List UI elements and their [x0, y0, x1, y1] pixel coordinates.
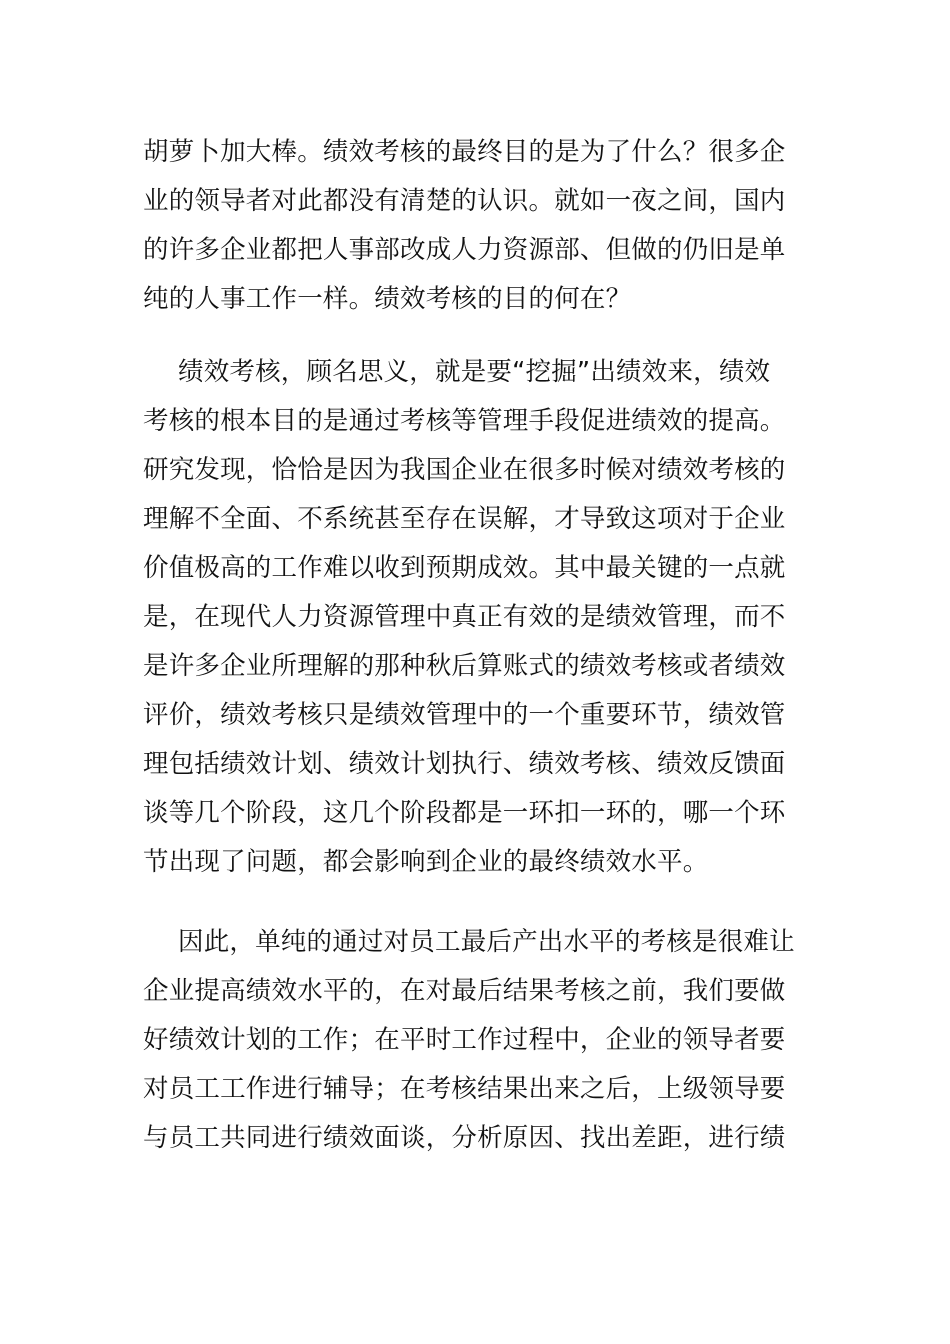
text-line: 好绩效计划的工作；在平时工作过程中，企业的领导者要	[143, 1025, 786, 1055]
paragraph-2	[143, 348, 803, 887]
text-line: 评价，绩效考核只是绩效管理中的一个重要环节，绩效管	[143, 700, 786, 730]
text-line: 纯的人事工作一样。绩效考核的目的何在？	[143, 284, 632, 314]
text-line: 业的领导者对此都没有清楚的认识。就如一夜之间，国内	[143, 186, 786, 216]
text-line: 考核的根本目的是通过考核等管理手段促进绩效的提高。	[143, 406, 786, 436]
text-line: 研究发现，恰恰是因为我国企业在很多时候对绩效考核的	[143, 455, 786, 485]
paragraph-3	[143, 918, 803, 1163]
text-line: 理包括绩效计划、绩效计划执行、绩效考核、绩效反馈面	[143, 749, 786, 779]
text-line: 理解不全面、不系统甚至存在误解，才导致这项对于企业	[143, 504, 786, 534]
text-line: 因此，单纯的通过对员工最后产出水平的考核是很难让	[178, 927, 795, 957]
text-line: 胡萝卜加大棒。绩效考核的最终目的是为了什么？很多企	[143, 137, 786, 167]
text-line: 价值极高的工作难以收到预期成效。其中最关键的一点就	[143, 553, 786, 583]
text-line: 企业提高绩效水平的，在对最后结果考核之前，我们要做	[143, 976, 786, 1006]
text-line: 对员工工作进行辅导；在考核结果出来之后，上级领导要	[143, 1074, 786, 1104]
text-line: 的许多企业都把人事部改成人力资源部、但做的仍旧是单	[143, 235, 786, 265]
text-line: 与员工共同进行绩效面谈，分析原因、找出差距，进行绩	[143, 1123, 786, 1153]
text-line: 是许多企业所理解的那种秋后算账式的绩效考核或者绩效	[143, 651, 786, 681]
text-line: 节出现了问题，都会影响到企业的最终绩效水平。	[143, 847, 709, 877]
text-line: 是，在现代人力资源管理中真正有效的是绩效管理，而不	[143, 602, 786, 632]
text-line: 绩效考核，顾名思义，就是要“挖掘”出绩效来，绩效	[178, 357, 771, 387]
paragraph-1	[143, 128, 803, 324]
text-line: 谈等几个阶段，这几个阶段都是一环扣一环的，哪一个环	[143, 798, 786, 828]
